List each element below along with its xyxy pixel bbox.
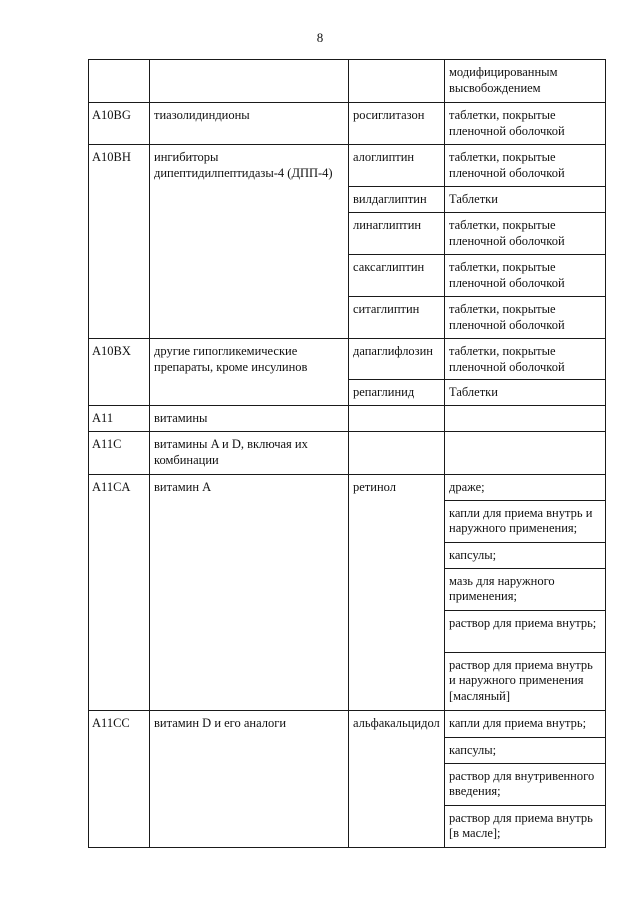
dosage-form-cell: мазь для наружного применения; (445, 568, 606, 610)
drug-name-cell (349, 406, 445, 432)
drug-name-cell (349, 432, 445, 475)
dosage-form-cell (445, 406, 606, 432)
dosage-form-cell: раствор для приема внутрь [в масле]; (445, 805, 606, 847)
drug-name-cell (349, 60, 445, 103)
dosage-form-cell: раствор для приема внутрь; (445, 610, 606, 652)
table-row (89, 475, 606, 501)
dosage-form-cell: таблетки, покрытые пленочной оболочкой (445, 145, 606, 187)
drug-name-cell: ретинол (349, 475, 445, 711)
dosage-form-cell: Таблетки (445, 380, 606, 406)
atc-code-cell: A10BX (89, 339, 150, 406)
drug-name-cell: росиглитазон (349, 103, 445, 145)
dosage-form-cell: таблетки, покрытые пленочной оболочкой (445, 339, 606, 380)
group-name-cell: витамин A (150, 475, 349, 711)
dosage-form-cell: раствор для приема внутрь и наружного применения [масляный] (445, 652, 606, 710)
dosage-form-cell: таблетки, покрытые пленочной оболочкой (445, 255, 606, 297)
group-name-cell: витамин D и его аналоги (150, 710, 349, 847)
dosage-form-cell: драже; (445, 475, 606, 501)
table-row (89, 710, 606, 737)
drug-name-cell: альфакальцидол (349, 710, 445, 847)
table-row (89, 60, 606, 103)
dosage-form-cell: модифицированным высвобождением (445, 60, 606, 103)
atc-code-cell: A11CC (89, 710, 150, 847)
drug-name-cell: ситаглиптин (349, 297, 445, 339)
dosage-form-cell: таблетки, покрытые пленочной оболочкой (445, 103, 606, 145)
drug-name-cell: линаглиптин (349, 213, 445, 255)
table-row (89, 432, 606, 475)
atc-code-cell (89, 60, 150, 103)
dosage-form-cell: капли для приема внутрь и наружного применения; (445, 500, 606, 542)
atc-code-cell: A11C (89, 432, 150, 475)
atc-code-cell: A11 (89, 406, 150, 432)
atc-code-cell: A11CA (89, 475, 150, 711)
group-name-cell: витамины (150, 406, 349, 432)
table-row (89, 145, 606, 187)
dosage-form-cell: капли для приема внутрь; (445, 710, 606, 737)
atc-code-cell: A10BH (89, 145, 150, 339)
dosage-form-cell: капсулы; (445, 542, 606, 568)
drug-name-cell: саксаглиптин (349, 255, 445, 297)
dosage-form-cell: таблетки, покрытые пленочной оболочкой (445, 297, 606, 339)
group-name-cell: тиазолидиндионы (150, 103, 349, 145)
dosage-form-cell (445, 432, 606, 475)
dosage-form-cell: капсулы; (445, 737, 606, 763)
group-name-cell: витамины A и D, включая их комбинации (150, 432, 349, 475)
atc-code-cell: A10BG (89, 103, 150, 145)
table-row (89, 339, 606, 380)
table-row (89, 103, 606, 145)
drug-name-cell: дапаглифлозин (349, 339, 445, 380)
drug-name-cell: вилдаглиптин (349, 187, 445, 213)
drug-name-cell: алоглиптин (349, 145, 445, 187)
group-name-cell: ингибиторы дипептидилпептидазы-4 (ДПП-4) (150, 145, 349, 339)
table-row (89, 406, 606, 432)
dosage-form-cell: таблетки, покрытые пленочной оболочкой (445, 213, 606, 255)
dosage-form-cell: Таблетки (445, 187, 606, 213)
drug-table (88, 59, 606, 848)
group-name-cell: другие гипогликемические препараты, кроме инсулинов (150, 339, 349, 406)
page-number: 8 (316, 30, 324, 45)
dosage-form-cell: раствор для внутривенного введения; (445, 763, 606, 805)
drug-name-cell: репаглинид (349, 380, 445, 406)
group-name-cell (150, 60, 349, 103)
